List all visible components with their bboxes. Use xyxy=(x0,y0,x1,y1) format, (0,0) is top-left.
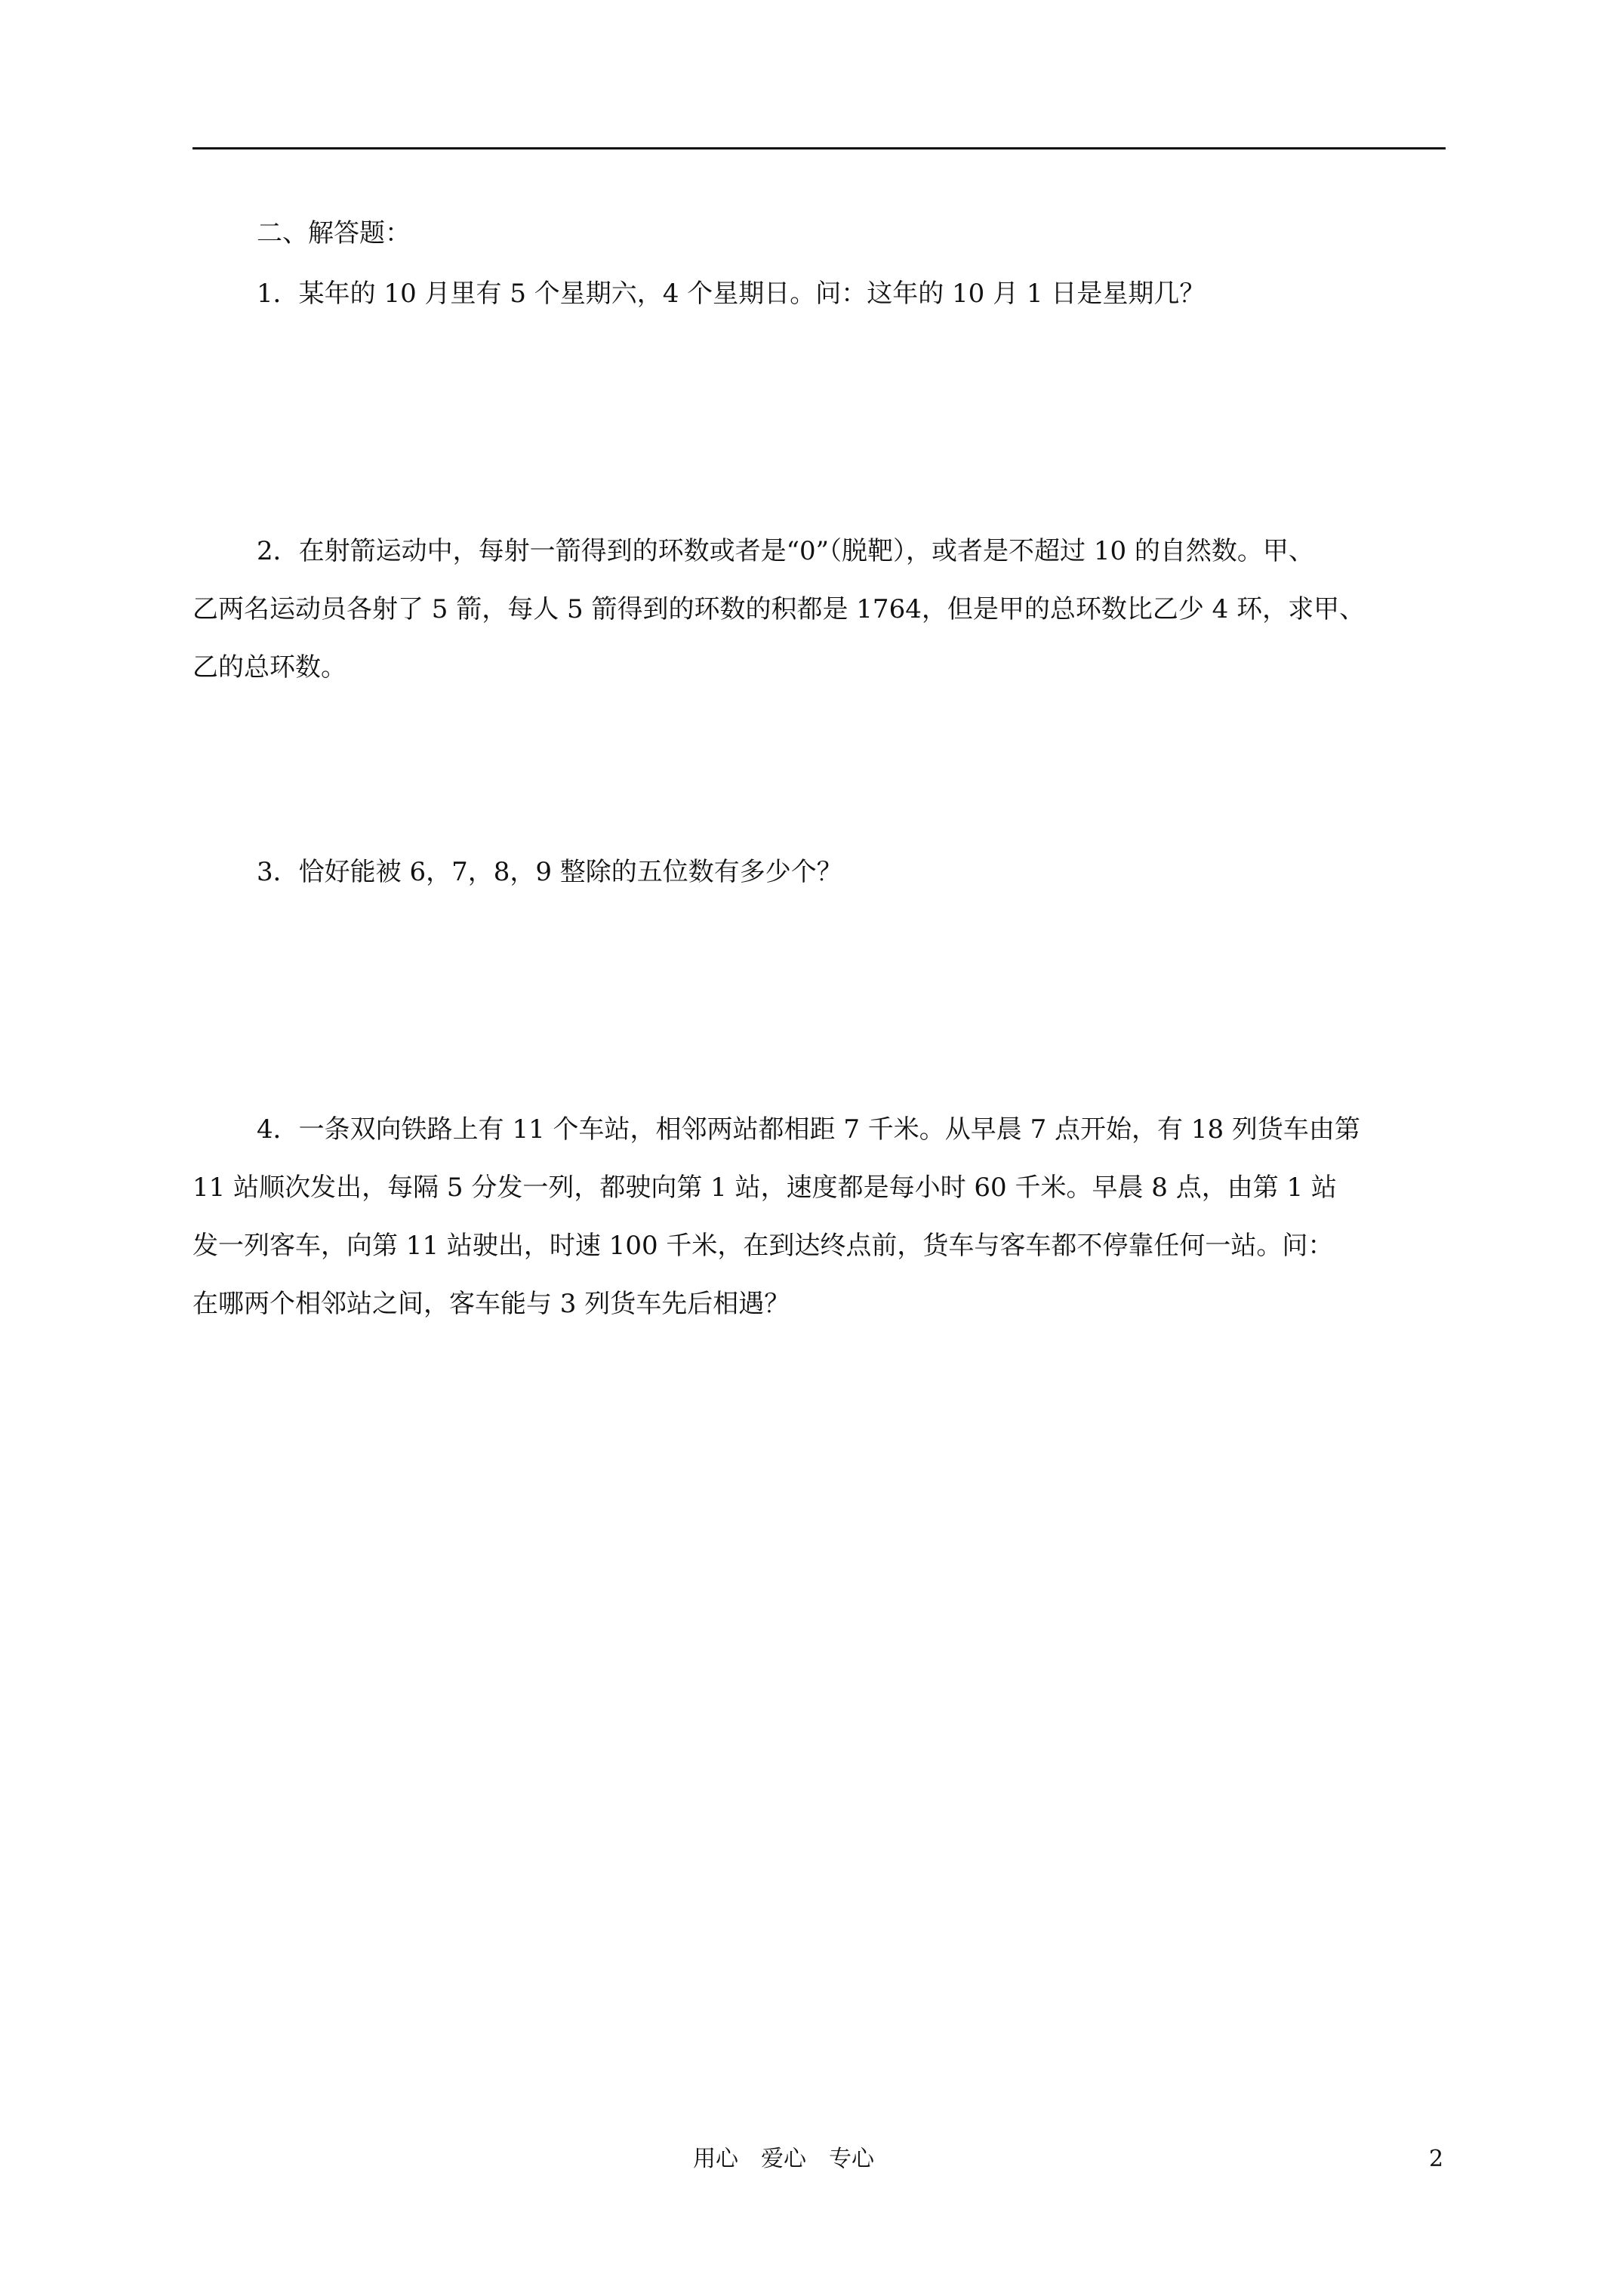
problem-line: 乙两名运动员各射了 5 箭，每人 5 箭得到的环数的积都是 1764，但是甲的总环数比乙少 4 环，求甲、 xyxy=(192,594,1366,624)
section-heading: 二、解答题： xyxy=(257,218,411,248)
problem-line: 11 站顺次发出，每隔 5 分发一列，都驶向第 1 站，速度都是每小时 60 千米。早晨 8 点，由第 1 站 xyxy=(192,1173,1337,1203)
problem-line: 发一列客车，向第 11 站驶出，时速 100 千米，在到达终点前，货车与客车都不停靠任何一站。问： xyxy=(192,1231,1334,1261)
header-rule xyxy=(192,147,1446,149)
problem-1 xyxy=(192,265,1446,323)
problem-2 xyxy=(192,522,1446,697)
problem-3 xyxy=(192,843,1446,901)
problem-line: 4．一条双向铁路上有 11 个车站，相邻两站都相距 7 千米。从早晨 7 点开始，有 18 列货车由第 xyxy=(257,1114,1360,1145)
problem-line: 3．恰好能被 6，7，8，9 整除的五位数有多少个？ xyxy=(257,857,842,887)
problem-line: 1．某年的 10 月里有 5 个星期六，4 个星期日。问：这年的 10 月 1 日是星期几？ xyxy=(257,279,1206,309)
page-number: 2 xyxy=(1429,2146,1444,2172)
footer-motto: 用心 爱心 专心 xyxy=(693,2146,874,2172)
problem-line: 在哪两个相邻站之间，客车能与 3 列货车先后相遇？ xyxy=(192,1289,790,1319)
problem-line: 2．在射箭运动中，每射一箭得到的环数或者是“0”（脱靶），或者是不超过 10 的自然数。甲、 xyxy=(257,536,1314,566)
problem-4 xyxy=(192,1101,1446,1333)
problem-line: 乙的总环数。 xyxy=(192,652,346,683)
page-footer xyxy=(0,2144,1623,2174)
